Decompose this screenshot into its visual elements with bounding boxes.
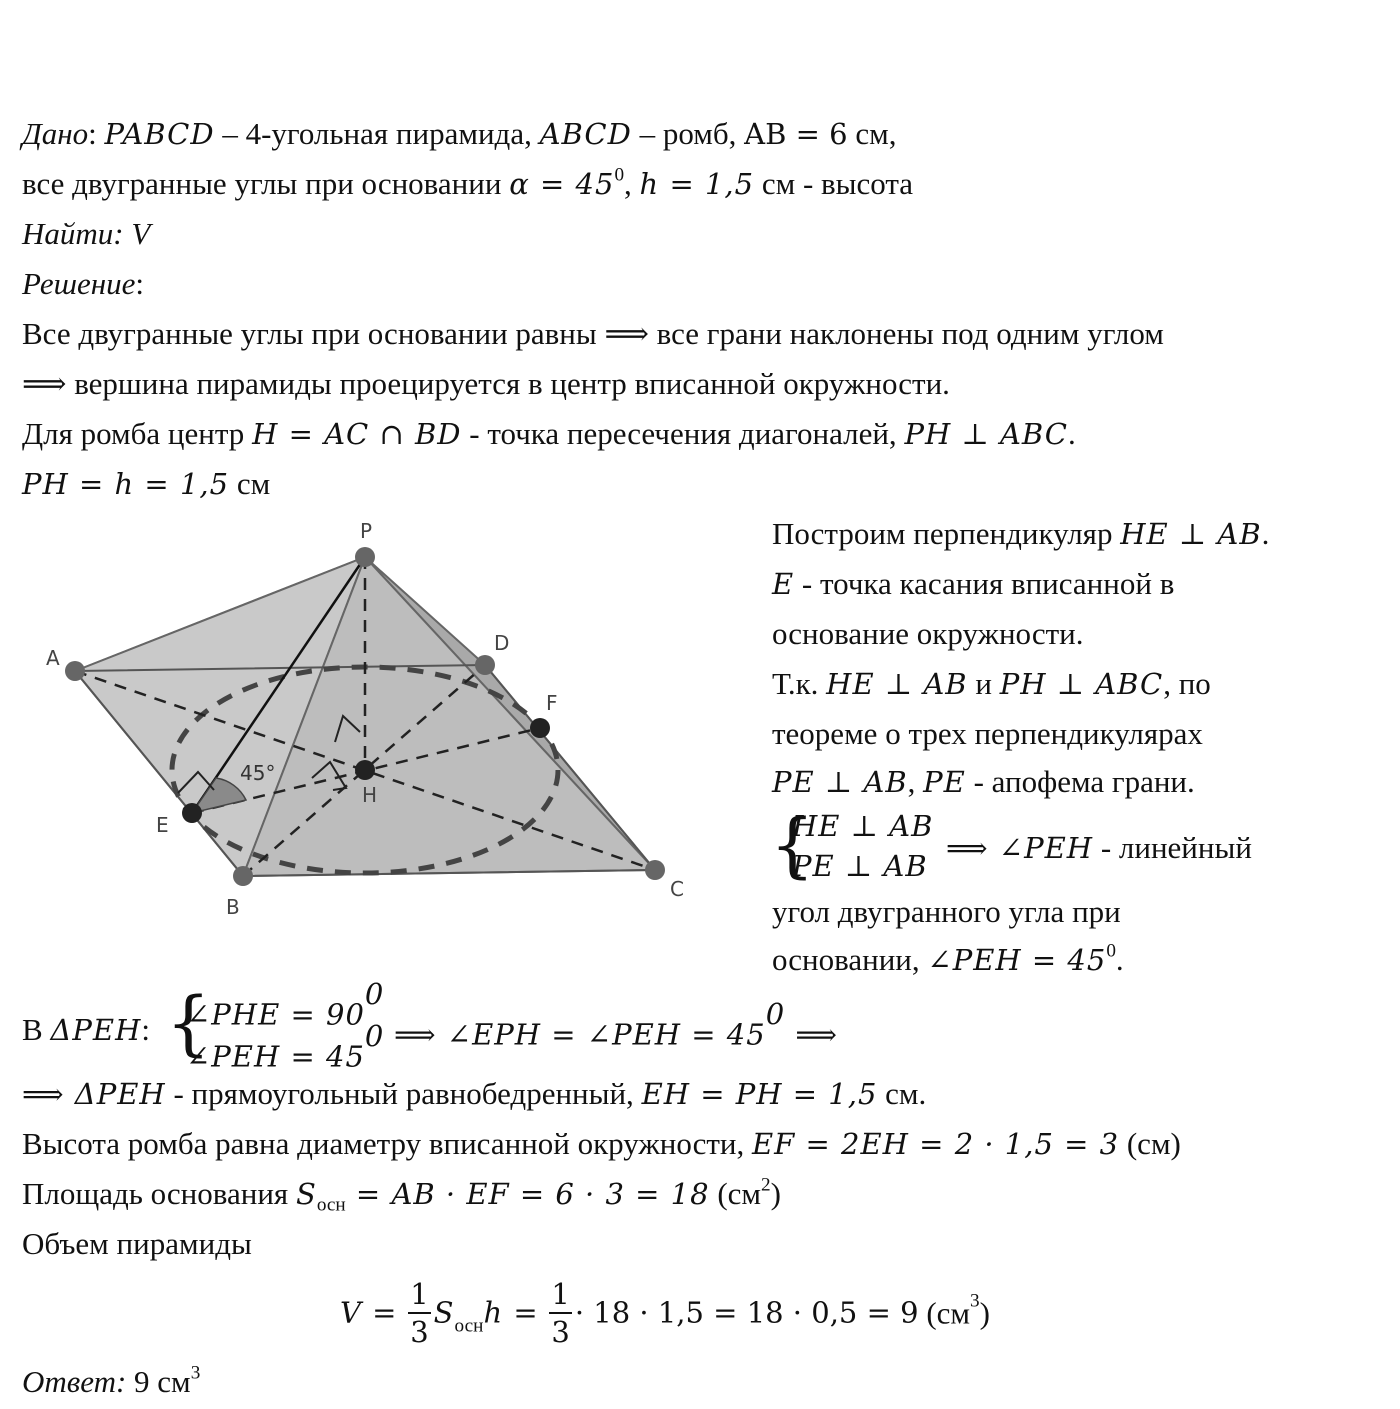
given-line-2: все двугранные углы при основании $\alpha = 45^0$, h = 1,5 см - высота bbox=[22, 164, 914, 201]
paragraph-line-1: Все двугранные углы при основании равны ⟹ все грани наклонены под одним углом bbox=[22, 316, 1164, 351]
paragraph-line-3: Для ромба центр H = AC ∩ BD - точка пересечения диагоналей, PH ⊥ ABC. bbox=[22, 416, 1076, 451]
answer-label: Ответ: bbox=[22, 1364, 127, 1399]
right-line-1: Построим перпендикуляр HE ⊥ AB. bbox=[772, 516, 1270, 551]
label-b: B bbox=[226, 895, 240, 919]
find-line: Найти: V bbox=[22, 216, 151, 251]
vertex-b bbox=[233, 866, 253, 886]
right-line-4: Т.к. HE ⊥ AB и PH ⊥ ABC, по bbox=[772, 666, 1211, 701]
point-e bbox=[182, 803, 202, 823]
triangle-result: ⟹ ∠EPH = ∠PEH = $45^0$ ⟹ bbox=[394, 997, 838, 1052]
given-line-1: Дано: PABCD – 4-угольная пирамида, ABCD – ромб, AB = 6 см, bbox=[22, 116, 897, 151]
label-c: C bbox=[670, 877, 684, 901]
pyramid-figure bbox=[0, 510, 720, 930]
system-brace: { bbox=[770, 804, 815, 886]
triangle-sys-top: ∠PHE = $90^0$ bbox=[186, 977, 385, 1032]
triangle-prefix: В ΔPEH: bbox=[22, 1012, 150, 1047]
after-line-1: ⟹ ΔPEH - прямоугольный равнобедренный, EH = PH = 1,5 см. bbox=[22, 1076, 927, 1111]
paragraph-line-4: PH = h = 1,5 см bbox=[22, 466, 271, 501]
right-line-6: PE ⊥ AB, PE - апофема грани. bbox=[772, 764, 1195, 799]
system-result: ⟹ ∠PEH - линейный bbox=[946, 830, 1252, 865]
vertex-a bbox=[65, 661, 85, 681]
triangle-system bbox=[22, 977, 922, 1074]
after-line-4: Объем пирамиды bbox=[22, 1226, 252, 1261]
fraction-one-third-2: $\frac{1}{3}$ bbox=[551, 1277, 570, 1349]
label-a: A bbox=[46, 646, 60, 670]
given-label: Дано bbox=[22, 116, 89, 151]
solution-header: Решение: bbox=[22, 266, 144, 301]
right-line-9: основании, ∠PEH = $45^0$. bbox=[772, 940, 1124, 977]
fraction-one-third-1: $\frac{1}{3}$ bbox=[410, 1277, 429, 1349]
system-bottom: PE ⊥ AB bbox=[792, 849, 928, 883]
vertex-p bbox=[355, 547, 375, 567]
point-h bbox=[355, 760, 375, 780]
label-p: P bbox=[360, 519, 373, 543]
label-f: F bbox=[546, 691, 558, 715]
point-f bbox=[530, 718, 550, 738]
right-system bbox=[770, 806, 1330, 896]
vertex-d bbox=[475, 655, 495, 675]
triangle-sys-bottom: ∠PEH = $45^0$ bbox=[186, 1019, 385, 1074]
label-e: E bbox=[156, 813, 169, 837]
label-h: H bbox=[362, 783, 378, 807]
after-line-2: Высота ромба равна диаметру вписанной окружности, EF = 2EH = 2 · 1,5 = 3 (см) bbox=[22, 1126, 1181, 1161]
system-top: HE ⊥ AB bbox=[792, 809, 934, 843]
paragraph-line-2: ⟹ вершина пирамиды проецируется в центр вписанной окружности. bbox=[22, 366, 950, 401]
right-line-2: E - точка касания вписанной в bbox=[772, 566, 1175, 601]
after-line-3: Площадь основания $S_{осн}$ = AB · EF = 6 · 3 = 18 $(см^2)$ bbox=[22, 1174, 781, 1216]
right-line-5: теореме о трех перпендикулярах bbox=[772, 716, 1203, 751]
right-line-3: основание окружности. bbox=[772, 616, 1084, 651]
right-line-8: угол двугранного угла при bbox=[772, 894, 1121, 929]
find-label: Найти bbox=[22, 216, 114, 251]
vertex-c bbox=[645, 860, 665, 880]
label-d: D bbox=[494, 631, 510, 655]
triangle-brace: { bbox=[166, 982, 211, 1064]
volume-formula: V = $\frac{1}{3}$ $S_{осн}h$ = $\frac{1}{3}$ · 18 · 1,5 = 18 · 0,5 = 9 $(см^3)$ bbox=[340, 1277, 990, 1349]
angle-label: 45° bbox=[240, 761, 276, 785]
answer-line: Ответ: 9 $см^3$ bbox=[22, 1362, 201, 1399]
solution-label: Решение bbox=[22, 266, 136, 301]
